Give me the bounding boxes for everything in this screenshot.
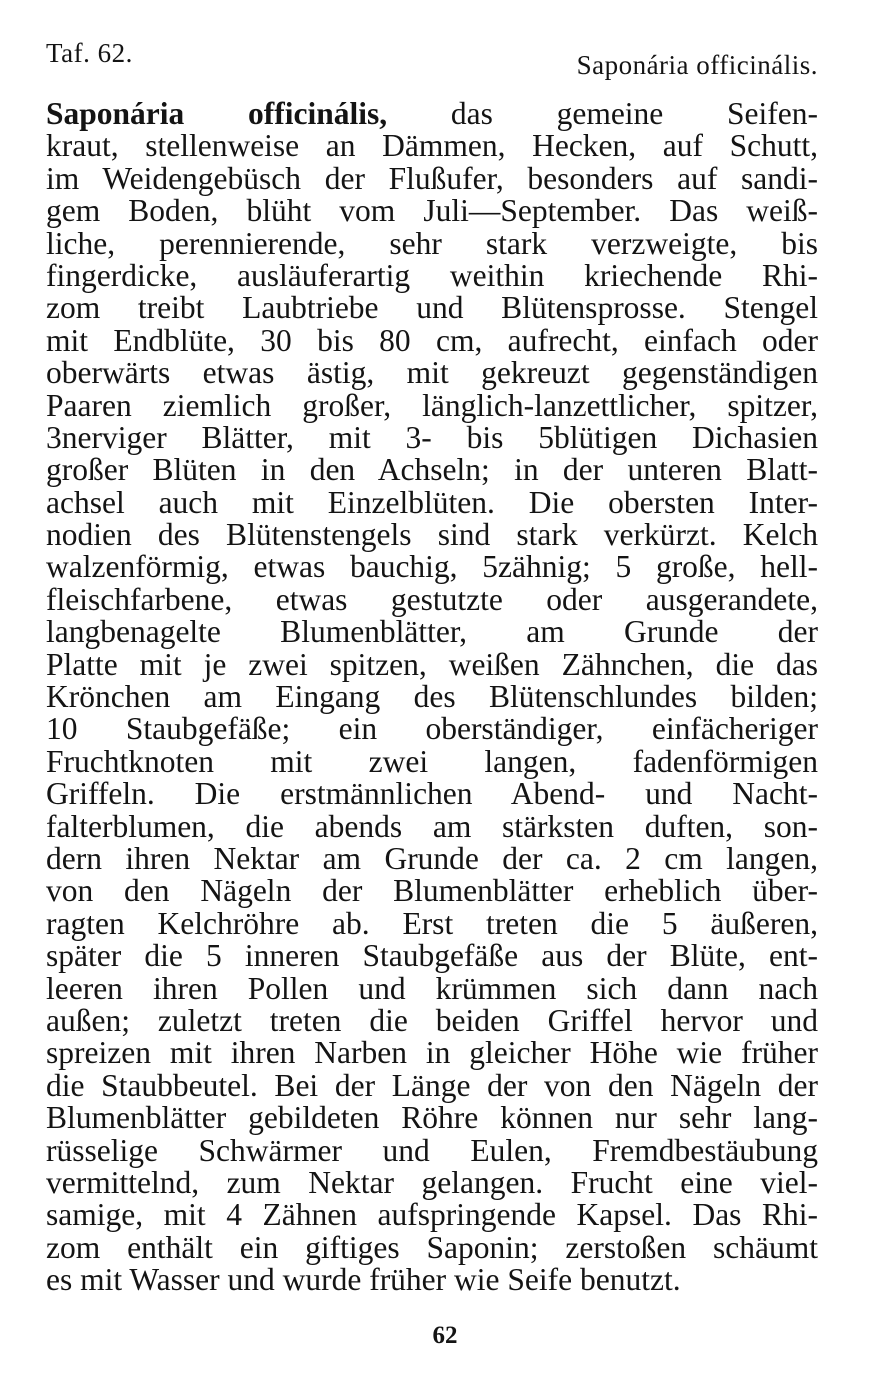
description-text [46,98,818,1296]
text-line: zom treibt Laubtriebe und Blütensprosse. Stengel [46,290,818,326]
text-line: es mit Wasser und wurde früher wie Seife benutzt. [46,1262,681,1298]
text-line: Krönchen am Eingang des Blütenschlundes bilden; [46,679,818,715]
text-line: gem Boden, blüht vom Juli—September. Das weiß- [46,193,818,229]
text-line: Fruchtknoten mit zwei langen, fadenförmigen [46,743,818,779]
text-line: fleischfarbene, etwas gestutzte oder ausgerandete, [46,581,818,617]
text-line: leeren ihren Pollen und krümmen sich dann nach [46,970,818,1006]
text-line: samige, mit 4 Zähnen aufspringende Kapsel. Das Rhi- [46,1197,818,1233]
page-number: 62 [432,1322,458,1349]
text-line: im Weidengebüsch der Flußufer, besonders auf sandi- [46,160,818,196]
text-line: außen; zuletzt treten die beiden Griffel hervor und [46,1002,818,1038]
text-line: ragten Kelchröhre ab. Erst treten die 5 äußeren, [46,905,818,941]
text-line: 3nerviger Blätter, mit 3- bis 5blütigen Dichasien [46,419,818,455]
species-lead: Saponária officinális, [46,96,388,131]
text-line [46,98,818,130]
plate-number: Taf. 62. [46,38,133,68]
text-line: zom enthält ein giftiges Saponin; zerstoßen schäumt [46,1229,818,1265]
text-line: nodien des Blütenstengels sind stark verkürzt. Kelch [46,517,818,553]
text-line: liche, perennierende, sehr stark verzweigte, bis [46,225,818,261]
text-line: Blumenblätter gebildeten Röhre können nur sehr lang- [46,1100,818,1136]
text-line: von den Nägeln der Blumenblätter erheblich über- [46,873,818,909]
text-line: spreizen mit ihren Narben in gleicher Höhe wie früher [46,1035,818,1071]
text-line: fingerdicke, ausläuferartig weithin kriechende Rhi- [46,257,818,293]
text-line: Paaren ziemlich großer, länglich-lanzettlicher, spitzer, [46,387,818,423]
text-line: achsel auch mit Einzelblüten. Die obersten Inter- [46,484,818,520]
text-line: später die 5 inneren Staubgefäße aus der Blüte, ent- [46,938,818,974]
text-line: Griffeln. Die erstmännlichen Abend- und Nacht- [46,776,818,812]
text-line: mit Endblüte, 30 bis 80 cm, aufrecht, einfach oder [46,322,818,358]
text-line: oberwärts etwas ästig, mit gekreuzt gegenständigen [46,355,818,391]
text-line: walzenförmig, etwas bauchig, 5zähnig; 5 große, hell- [46,549,818,585]
species-name-header: Saponária officinális. [576,50,818,80]
text-line: langbenagelte Blumenblätter, am Grunde der [46,614,818,650]
text-line-segment: das gemeine Seifen- [387,96,818,131]
text-line: Platte mit je zwei spitzen, weißen Zähnchen, die das [46,646,818,682]
text-line: falterblumen, die abends am stärksten duften, son- [46,808,818,844]
running-header [46,38,818,78]
text-line: dern ihren Nektar am Grunde der ca. 2 cm langen, [46,840,818,876]
text-line: die Staubbeutel. Bei der Länge der von den Nägeln der [46,1067,818,1103]
text-line: 10 Staubgefäße; ein oberständiger, einfächeriger [46,711,818,747]
text-line: rüsselige Schwärmer und Eulen, Fremdbestäubung [46,1132,818,1168]
text-line: großer Blüten in den Achseln; in der unteren Blatt- [46,452,818,488]
text-line: vermittelnd, zum Nektar gelangen. Frucht eine viel- [46,1164,818,1200]
text-line: kraut, stellenweise an Dämmen, Hecken, auf Schutt, [46,128,818,164]
